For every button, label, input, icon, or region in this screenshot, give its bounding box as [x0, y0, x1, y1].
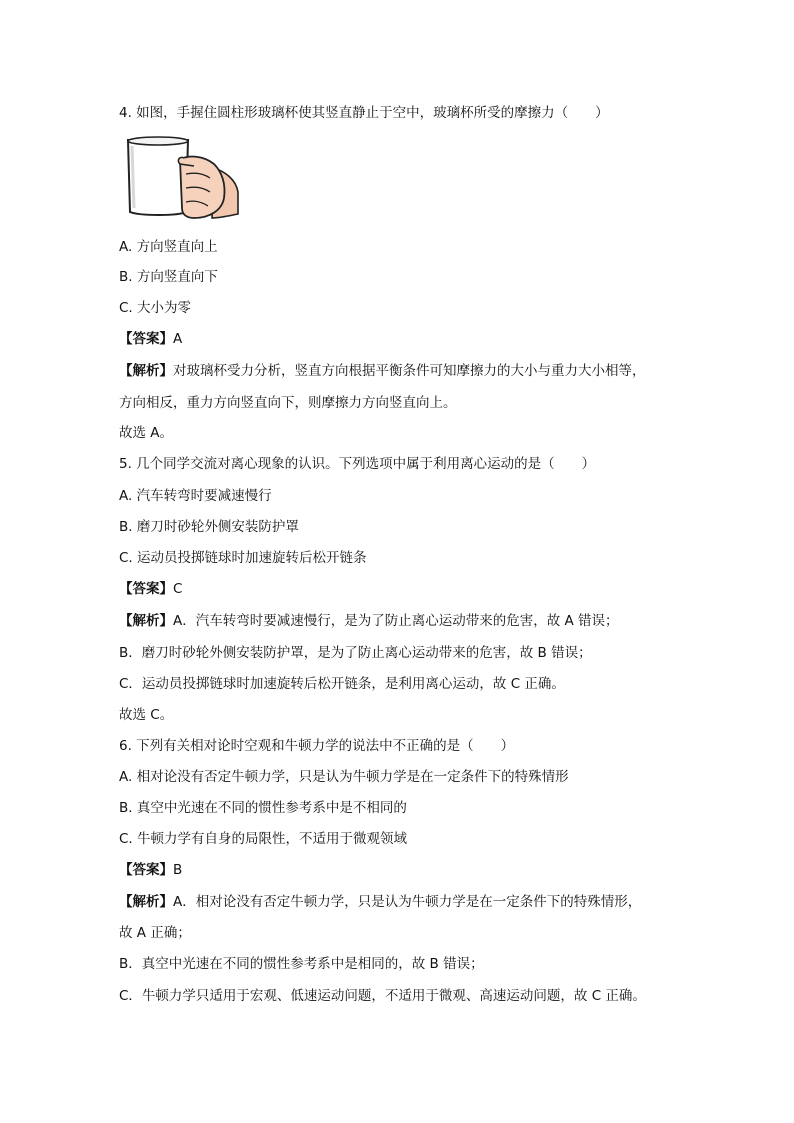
q6-analysis-line-4: C．牛顿力学只适用于宏观、低速运动问题，不适用于微观、高速运动问题，故 C 正确。: [119, 988, 646, 1004]
q6-analysis-text-1: A．相对论没有否定牛顿力学，只是认为牛顿力学是在一定条件下的特殊情形，: [173, 894, 642, 910]
q4-answer: A: [173, 331, 183, 347]
q5-conclusion: 故选 C。: [119, 707, 174, 723]
q5-stem: 5. 几个同学交流对离心现象的认识。下列选项中属于利用离心运动的是（ ）: [119, 456, 596, 472]
q6-stem: 6. 下列有关相对论时空观和牛顿力学的说法中不正确的是（ ）: [119, 738, 515, 754]
hand-holding-glass-figure: [122, 134, 240, 224]
q6-analysis-line-2: 故 A 正确；: [119, 925, 191, 941]
q6-option-c: C. 牛顿力学有自身的局限性，不适用于微观领域: [119, 831, 408, 847]
q6-answer-line: [119, 860, 182, 880]
answer-tag: 【答案】: [119, 331, 173, 347]
q4-analysis-text-1: 对玻璃杯受力分析，竖直方向根据平衡条件可知摩擦力的大小与重力大小相等，: [173, 363, 646, 379]
q4-analysis-line-2: 方向相反，重力方向竖直向下，则摩擦力方向竖直向上。: [119, 395, 457, 411]
answer-tag: 【答案】: [119, 862, 173, 878]
q6-option-b: B. 真空中光速在不同的惯性参考系中是不相同的: [119, 800, 407, 816]
analysis-tag: 【解析】: [119, 613, 173, 629]
q5-analysis-line-3: C．运动员投掷链球时加速旋转后松开链条，是利用离心运动，故 C 正确。: [119, 676, 565, 692]
q6-answer: B: [173, 862, 183, 878]
q5-analysis-line-2: B．磨刀时砂轮外侧安装防护罩，是为了防止离心运动带来的危害，故 B 错误；: [119, 645, 592, 661]
q5-analysis-line-1: [119, 611, 619, 631]
q4-option-a: A. 方向竖直向上: [119, 239, 218, 255]
q5-option-a: A. 汽车转弯时要减速慢行: [119, 488, 272, 504]
q4-answer-line: [119, 329, 182, 349]
q4-analysis-line-1: [119, 361, 646, 381]
q4-stem: 4. 如图，手握住圆柱形玻璃杯使其竖直静止于空中，玻璃杯所受的摩擦力（ ）: [119, 105, 609, 121]
q5-answer: C: [173, 581, 183, 597]
q6-analysis-line-1: [119, 892, 641, 912]
q6-option-a: A. 相对论没有否定牛顿力学，只是认为牛顿力学是在一定条件下的特殊情形: [119, 769, 569, 785]
analysis-tag: 【解析】: [119, 363, 173, 379]
q5-analysis-text-1: A．汽车转弯时要减速慢行，是为了防止离心运动带来的危害，故 A 错误；: [173, 613, 619, 629]
q4-option-b: B. 方向竖直向下: [119, 269, 218, 285]
q4-conclusion: 故选 A。: [119, 425, 174, 441]
q5-answer-line: [119, 579, 182, 599]
answer-tag: 【答案】: [119, 581, 173, 597]
q5-option-c: C. 运动员投掷链球时加速旋转后松开链条: [119, 550, 367, 566]
q6-analysis-line-3: B．真空中光速在不同的惯性参考系中是相同的，故 B 错误；: [119, 956, 484, 972]
q5-option-b: B. 磨刀时砂轮外侧安装防护罩: [119, 519, 299, 535]
analysis-tag: 【解析】: [119, 894, 173, 910]
q4-option-c: C. 大小为零: [119, 300, 192, 316]
